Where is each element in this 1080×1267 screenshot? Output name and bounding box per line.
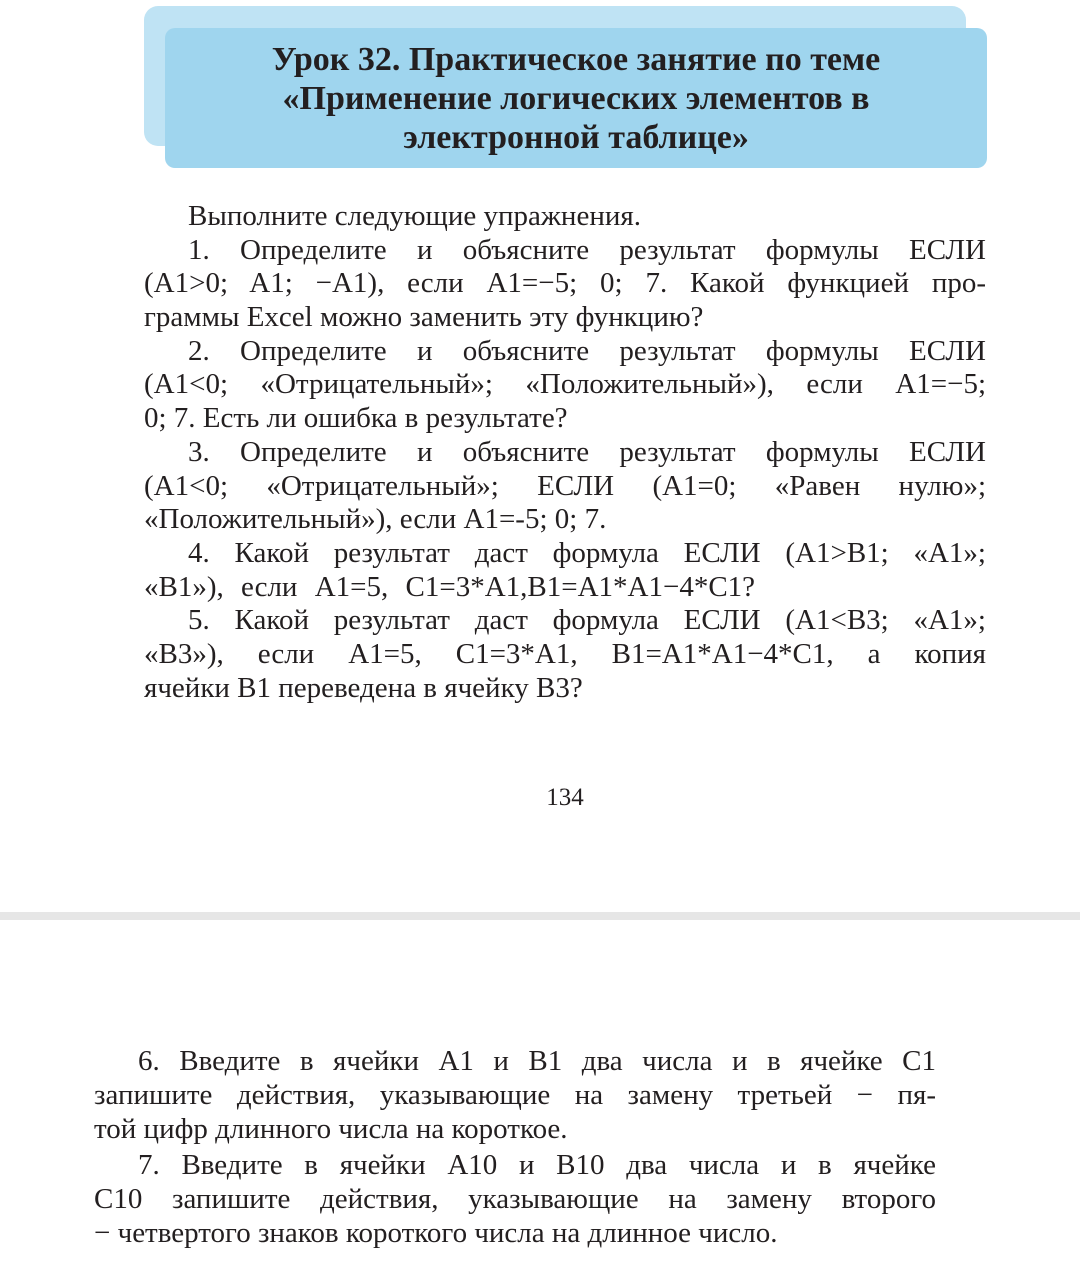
exercise-1-line: граммы Excel можно заменить эту функцию?: [144, 301, 704, 334]
exercise-3-line: (A1<0; «Отрицательный»; ЕСЛИ (A1=0; «Равен нулю»;: [144, 469, 986, 502]
exercise-2-line: 0; 7. Есть ли ошибка в результате?: [144, 402, 568, 435]
exercise-7: [94, 1148, 936, 1250]
exercise-5: [144, 604, 986, 705]
exercise-1-line: 1. Определите и объясните результат формулы ЕСЛИ: [188, 233, 986, 266]
exercise-4-line: «B1»), если A1=5, C1=3*A1,B1=A1*A1−4*C1?: [144, 570, 756, 603]
exercise-1-line: (A1>0; A1; −A1), если A1=−5; 0; 7. Какой функцией про-: [144, 267, 986, 300]
exercise-3: [144, 436, 986, 537]
lesson-title-line-2: «Применение логических элементов в: [282, 79, 870, 117]
page-separator: [0, 912, 1080, 920]
exercise-2-line: 2. Определите и объясните результат формулы ЕСЛИ: [188, 334, 986, 367]
exercise-7-line: − четвертого знаков короткого числа на длинное число.: [94, 1217, 778, 1249]
page-number: 134: [546, 784, 584, 811]
exercise-7-line: 7. Введите в ячейки A10 и B10 два числа и в ячейке: [138, 1149, 936, 1181]
exercise-3-line: 3. Определите и объясните результат формулы ЕСЛИ: [188, 435, 986, 468]
exercise-1: [144, 234, 986, 335]
lesson-title-line-3: электронной таблице»: [403, 118, 749, 156]
exercise-3-line: «Положительный»), если A1=-5; 0; 7.: [144, 503, 607, 536]
exercise-5-line: 5. Какой результат даст формула ЕСЛИ (A1<B3; «A1»;: [188, 604, 986, 637]
exercise-5-line: «B3»), если A1=5, C1=3*A1, B1=A1*A1−4*C1, а копия: [144, 637, 986, 670]
exercise-6-line: 6. Введите в ячейки A1 и B1 два числа и в ячейке C1: [138, 1045, 936, 1077]
exercise-7-line: C10 запишите действия, указывающие на замену второго: [94, 1183, 936, 1215]
exercise-2-line: (A1<0; «Отрицательный»; «Положительный»), если A1=−5;: [144, 368, 986, 401]
exercise-6-line: запишите действия, указывающие на замену третьей − пя-: [94, 1079, 936, 1111]
page-top-body: [144, 200, 986, 705]
intro-text: Выполните следующие упражнения.: [188, 200, 641, 232]
exercise-6: [94, 1044, 936, 1146]
exercise-4: [144, 537, 986, 604]
exercise-2: [144, 335, 986, 436]
lesson-title-banner: [165, 28, 987, 168]
page-bottom-body: [94, 1044, 936, 1250]
lesson-title-line-1: Урок 32. Практическое занятие по теме: [271, 40, 881, 78]
exercise-5-line: ячейки B1 переведена в ячейку B3?: [144, 671, 583, 704]
exercise-4-line: 4. Какой результат даст формула ЕСЛИ (A1>B1; «A1»;: [188, 536, 986, 569]
exercise-6-line: той цифр длинного числа на короткое.: [94, 1113, 568, 1145]
